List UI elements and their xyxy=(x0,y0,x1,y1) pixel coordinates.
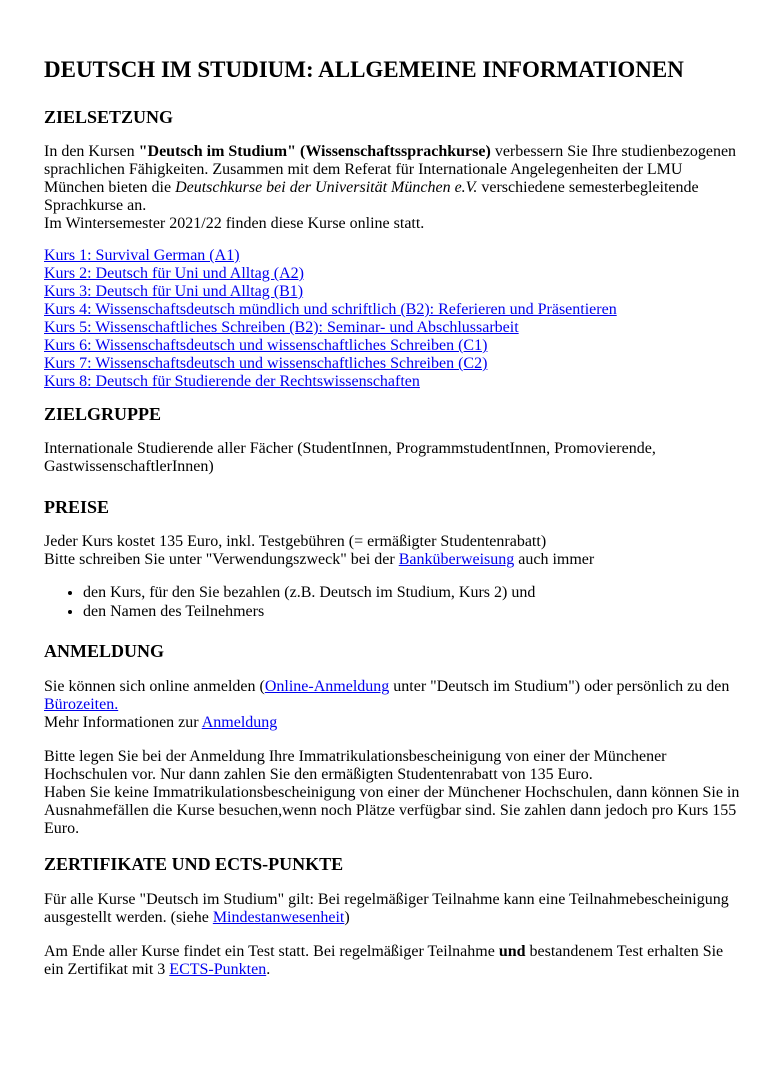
bullet-item-course: • den Kurs, für den Sie bezahlen (z.B. Deutsch im Studium, Kurs 2) und xyxy=(83,583,744,602)
anmeldung-ausnahme-text: Haben Sie keine Immatrikulationsbescheinigung von einer der Münchener Hochschulen, dann können Sie in Ausnahmefällen die Kurse besuchen,wenn noch Plätze verfügbar sind. Sie zahlen dann jedoch pro Kurs 155 Euro. xyxy=(44,784,743,837)
anmeldung-text: Sie können sich online anmelden ( xyxy=(44,678,265,695)
course-link-row xyxy=(44,337,744,355)
preise-text: Bitte schreiben Sie unter "Verwendungszweck" bei der xyxy=(44,551,399,568)
intro-semester-note: Im Wintersemester 2021/22 finden diese Kurse online statt. xyxy=(44,215,425,232)
zertifikate-test-text: Am Ende aller Kurse findet ein Test statt. Bei regelmäßiger Teilnahme xyxy=(44,943,499,960)
page-title: DEUTSCH IM STUDIUM: ALLGEMEINE INFORMATIONEN xyxy=(44,57,684,82)
zielgruppe-paragraph xyxy=(44,440,744,476)
intro-text: verbessern Sie Ihre studienbezogenen sprachlichen Fähigkeiten. Zusammen mit dem Referat für Internationale Angelegenheiten der LMU München bieten die xyxy=(44,143,741,196)
intro-italic-org-name: Deutschkurse bei der Universität München e.V. xyxy=(175,179,478,196)
preise-bullet-list xyxy=(44,583,744,621)
course-link-5[interactable]: Kurs 5: Wissenschaftliches Schreiben (B2): Seminar- und Abschlussarbeit xyxy=(44,319,519,336)
course-link-8[interactable]: Kurs 8: Deutsch für Studierende der Rechtswissenschaften xyxy=(44,373,420,390)
section-heading-zertifikate: ZERTIFIKATE UND ECTS-PUNKTE xyxy=(44,854,344,874)
course-link-3[interactable]: Kurs 3: Deutsch für Uni und Alltag (B1) xyxy=(44,283,304,300)
course-link-1[interactable]: Kurs 1: Survival German (A1) xyxy=(44,247,240,264)
bullet-item-name: • den Namen des Teilnehmers xyxy=(83,602,744,621)
course-link-row xyxy=(44,373,744,391)
intro-paragraph xyxy=(44,143,744,233)
section-heading-preise: PREISE xyxy=(44,497,110,517)
zertifikate-test-text: bestandenem Test erhalten Sie ein Zertifikat mit 3 xyxy=(44,943,728,978)
ects-punkten-link[interactable]: ECTS-Punkten xyxy=(169,961,267,978)
bankueberweisung-link[interactable]: Banküberweisung xyxy=(398,551,515,568)
zertifikate-text: Für alle Kurse "Deutsch im Studium" gilt: Bei regelmäßiger Teilnahme kann eine Teilnahmebescheinigung ausgestellt werden. (siehe xyxy=(44,891,733,926)
course-link-row xyxy=(44,301,744,319)
course-links-list xyxy=(44,247,744,391)
zertifikate-paragraph-1 xyxy=(44,891,744,927)
course-link-row xyxy=(44,247,744,265)
online-anmeldung-link[interactable]: Online-Anmeldung xyxy=(264,678,390,695)
anmeldung-text: Mehr Informationen zur xyxy=(44,714,202,731)
anmeldung-immatrikulation-text: Bitte legen Sie bei der Anmeldung Ihre Immatrikulationsbescheinigung von einer der Münchener Hochschulen vor. Nur dann zahlen Sie den ermäßigten Studentenrabatt von 135 Euro. xyxy=(44,748,671,783)
section-heading-zielgruppe: ZIELGRUPPE xyxy=(44,404,162,424)
anmeldung-paragraph-2 xyxy=(44,748,744,838)
course-link-2[interactable]: Kurs 2: Deutsch für Uni und Alltag (A2) xyxy=(44,265,304,282)
course-link-6[interactable]: Kurs 6: Wissenschaftsdeutsch und wissenschaftliches Schreiben (C1) xyxy=(44,337,488,354)
intro-text: verschiedene semesterbegleitende Sprachkurse an. xyxy=(44,179,703,214)
zertifikate-test-text: . xyxy=(266,961,271,978)
mindestanwesenheit-link[interactable]: Mindestanwesenheit xyxy=(212,909,345,926)
intro-text: In den Kursen xyxy=(44,143,139,160)
preise-paragraph xyxy=(44,533,744,569)
section-heading-anmeldung: ANMELDUNG xyxy=(44,641,164,661)
intro-bold-course-name: "Deutsch im Studium" (Wissenschaftssprachkurse) xyxy=(138,143,491,160)
preise-text: auch immer xyxy=(514,551,595,568)
anmeldung-link[interactable]: Anmeldung xyxy=(201,714,278,731)
buerozeiten-link[interactable]: Bürozeiten. xyxy=(44,696,119,713)
preise-price-line: Jeder Kurs kostet 135 Euro, inkl. Testgebühren (= ermäßigter Studentenrabatt) xyxy=(44,533,547,550)
zertifikate-text: ) xyxy=(344,909,350,926)
course-link-row xyxy=(44,319,744,337)
course-link-row xyxy=(44,283,744,301)
anmeldung-paragraph-1 xyxy=(44,678,744,732)
section-heading-zielsetzung: ZIELSETZUNG xyxy=(44,107,174,127)
zertifikate-bold-und: und xyxy=(498,943,526,960)
zertifikate-paragraph-2 xyxy=(44,943,744,979)
anmeldung-text: unter "Deutsch im Studium") oder persönlich zu den xyxy=(389,678,734,695)
course-link-row xyxy=(44,355,744,373)
zielgruppe-text: Internationale Studierende aller Fächer (StudentInnen, ProgrammstudentInnen, Promovierende, GastwissenschaftlerInnen) xyxy=(44,440,660,475)
course-link-4[interactable]: Kurs 4: Wissenschaftsdeutsch mündlich und schriftlich (B2): Referieren und Präsentieren xyxy=(44,301,617,318)
course-link-row xyxy=(44,265,744,283)
course-link-7[interactable]: Kurs 7: Wissenschaftsdeutsch und wissenschaftliches Schreiben (C2) xyxy=(44,355,488,372)
